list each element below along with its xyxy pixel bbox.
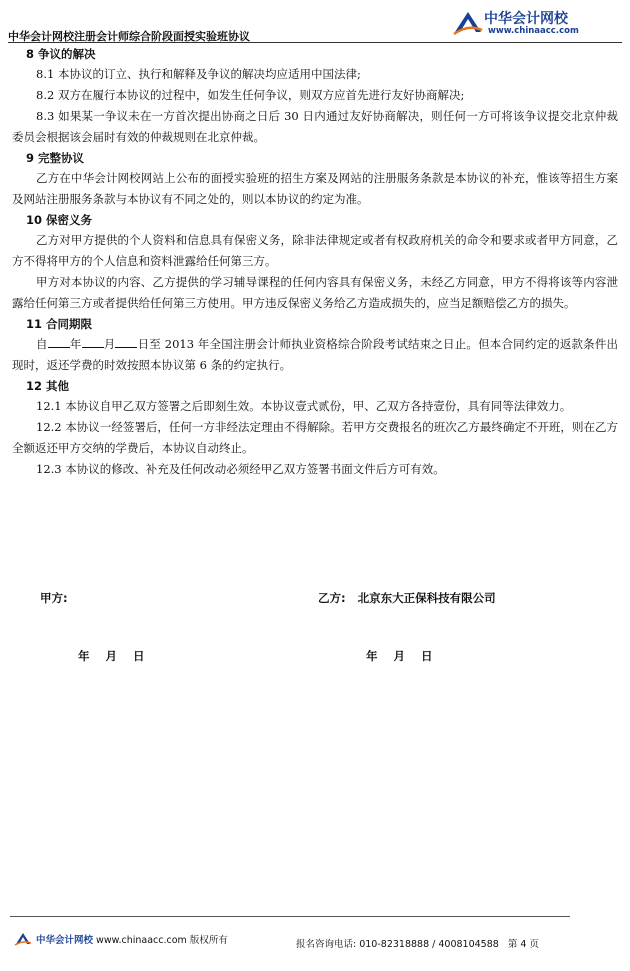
day-blank	[115, 335, 137, 348]
section-heading: 12 其他	[26, 379, 70, 393]
footer-site: www.chinaacc.com	[96, 935, 187, 946]
clause-9: 乙方在中华会计网校网站上公布的面授实验班的招生方案及网站的注册服务条款是本协议的补充，惟该等招生方案及网站注册服务条款与本协议有不同之处的，则以本协议的约定为准。	[12, 171, 618, 206]
footer-divider	[10, 916, 570, 917]
clause-8-3: 8.3 如果某一争议未在一方首次提出协商之日后 30 日内通过友好协商解决，则任何一方可将该争议提交北京仲裁委员会根据该会届时有效的仲裁规则在北京仲裁。	[12, 109, 618, 144]
party-b	[318, 590, 496, 606]
section-heading: 11 合同期限	[26, 317, 93, 331]
footer-logo-icon	[14, 930, 32, 948]
clause-12-2: 12.2 本协议一经签署后，任何一方非经法定理由不得解除。若甲方交费报名的班次乙方最终确定不开班，则在乙方全额返还甲方交纳的学费后，本协议自动终止。	[12, 420, 618, 455]
agreement-body	[12, 44, 618, 480]
logo-url: www.chinaacc.com	[488, 26, 579, 36]
term-month: 月	[103, 337, 116, 351]
section-term	[12, 314, 618, 376]
section-heading: 9 完整协议	[26, 151, 85, 165]
term-rest: 日至 2013 年全国注册会计师执业资格综合阶段考试结束之日止。但本合同约定的返款条件出现时，返还学费的时效按照本协议第 6 条的约定执行。	[12, 337, 619, 372]
term-from: 自	[36, 337, 48, 351]
section-heading: 8 争议的解决	[26, 47, 96, 61]
section-confidentiality	[12, 210, 618, 314]
logo-name: 中华会计网校	[484, 11, 568, 27]
month-blank	[82, 335, 104, 348]
section-others	[12, 376, 618, 480]
logo-mark-icon	[452, 8, 484, 38]
party-b-date: 年 月 日	[366, 649, 433, 663]
section-entire-agreement	[12, 148, 618, 210]
year-blank	[48, 335, 70, 348]
section-heading: 10 保密义务	[26, 213, 93, 227]
section-dispute	[12, 44, 618, 148]
clause-12-3: 12.3 本协议的修改、补充及任何改动必须经甲乙双方签署书面文件后方可有效。	[36, 462, 445, 476]
clause-11	[12, 334, 618, 376]
header-divider	[8, 42, 622, 43]
term-year: 年	[69, 337, 82, 351]
footer-copyright	[36, 932, 228, 946]
party-b-name: 北京东大正保科技有限公司	[357, 591, 496, 605]
clause-8-2: 8.2 双方在履行本协议的过程中，如发生任何争议，则双方应首先进行友好协商解决;	[36, 88, 465, 102]
clause-12-1: 12.1 本协议自甲乙双方签署之后即刻生效。本协议壹式贰份，甲、乙双方各持壹份，具有同等法律效力。	[36, 399, 572, 413]
party-b-label: 乙方:	[318, 591, 346, 605]
chinaacc-logo	[452, 6, 622, 40]
party-a-label: 甲方:	[40, 591, 68, 605]
footer-rights: 版权所有	[189, 935, 228, 946]
clause-10-a: 乙方对甲方提供的个人资料和信息具有保密义务，除非法律规定或者有权政府机关的命令和要求或者甲方同意，乙方不得将甲方的个人信息和资料泄露给任何第三方。	[12, 233, 618, 268]
clause-8-1: 8.1 本协议的订立、执行和解释及争议的解决均应适用中国法律;	[36, 67, 361, 81]
party-a-date: 年 月 日	[78, 649, 145, 663]
footer-hotline: 报名咨询电话: 010-82318888 / 4008104588	[296, 939, 499, 950]
footer-brand: 中华会计网校	[36, 935, 94, 946]
page-number: 第 4 页	[507, 939, 539, 950]
footer-contact	[296, 936, 539, 950]
document-title: 中华会计网校注册会计师综合阶段面授实验班协议	[8, 30, 250, 43]
clause-10-b: 甲方对本协议的内容、乙方提供的学习辅导课程的任何内容具有保密义务，未经乙方同意，甲方不得将该等内容泄露给任何第三方或者提供给任何第三方使用。甲方违反保密义务给乙方造成损失的，应当足额赔偿乙方的损失。	[12, 275, 618, 310]
